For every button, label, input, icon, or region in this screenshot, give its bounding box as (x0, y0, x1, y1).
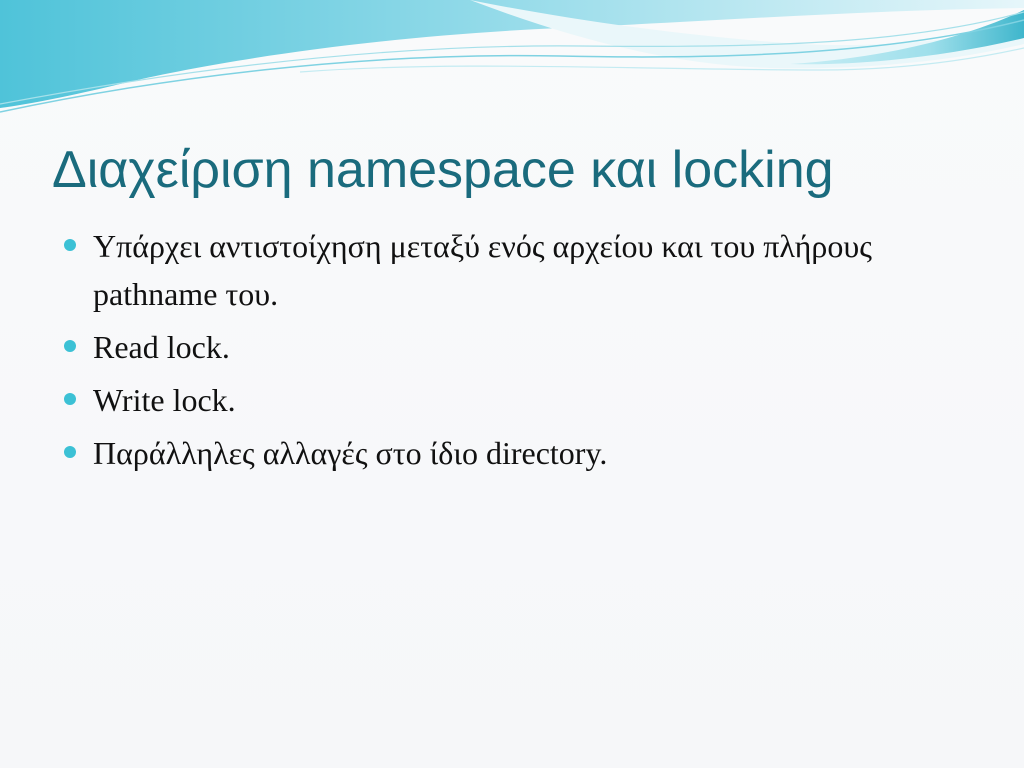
bullet-dot-icon (64, 239, 76, 251)
bullet-text: Παράλληλες αλλαγές στο ίδιο directory. (93, 435, 608, 471)
bullet-text: Read lock. (93, 329, 230, 365)
bullet-item (64, 222, 964, 318)
bullet-item (64, 376, 964, 424)
bullet-dot-icon (64, 446, 76, 458)
bullet-list (64, 222, 964, 482)
bullet-item (64, 323, 964, 371)
bullet-dot-icon (64, 393, 76, 405)
bullet-text: Write lock. (93, 382, 236, 418)
bullet-item (64, 429, 964, 477)
bullet-dot-icon (64, 340, 76, 352)
wave-header-decoration (0, 0, 1024, 130)
slide-title: Διαχείριση namespace και locking (52, 141, 834, 199)
bullet-text: Υπάρχει αντιστοίχηση μεταξύ ενός αρχείου και του πλήρους pathname του. (93, 228, 872, 312)
